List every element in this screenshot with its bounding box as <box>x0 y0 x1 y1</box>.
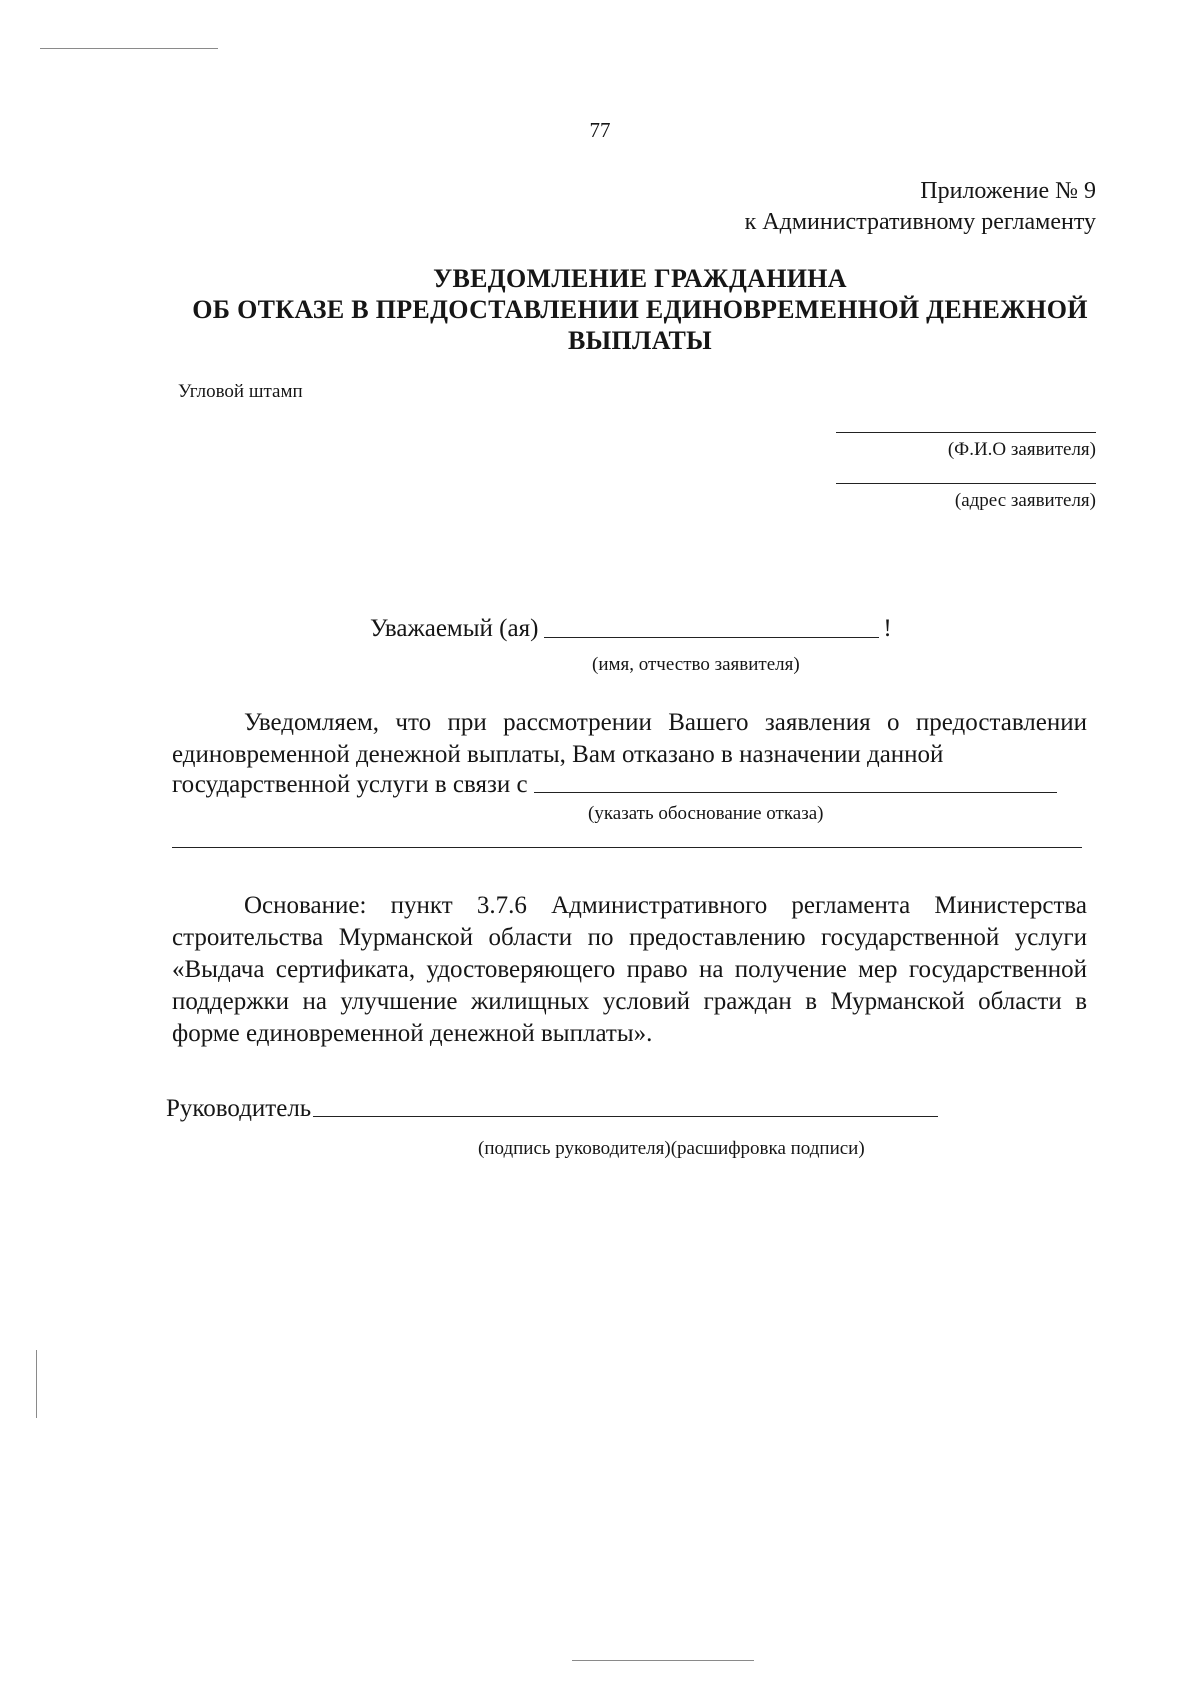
notice-paragraph <box>172 707 1087 771</box>
scan-artifact-margin <box>36 1350 37 1418</box>
reason-continuation-line <box>172 847 1082 848</box>
reason-caption: (указать обоснование отказа) <box>588 803 824 824</box>
greeting-name-line <box>544 637 879 638</box>
notice-body: Уведомляем, что при рассмотрении Вашего заявления о предоставлении единовременной денежной выплаты, Вам отказано в назначении данной <box>172 709 1087 768</box>
reason-line <box>534 792 1057 793</box>
signature-label: Руководитель <box>166 1095 312 1122</box>
title-line-2: ОБ ОТКАЗЕ В ПРЕДОСТАВЛЕНИИ ЕДИНОВРЕМЕННОЙ ДЕНЕЖНОЙ <box>192 295 1088 324</box>
scan-artifact-bottom <box>572 1660 754 1661</box>
scan-artifact-top-left <box>40 48 218 49</box>
notice-tail-text: государственной услуги в связи с <box>172 771 528 798</box>
greeting-caption: (имя, отчество заявителя) <box>592 654 800 675</box>
basis-text: Основание: пункт 3.7.6 Административного регламента Министерства строительства Мурманской области по предоставлению государственной услуги «Выдача сертификата, удостоверяющего право на получение мер государственной поддержки на улучшение жилищных условий граждан в Мурманской области в форме единовременной денежной выплаты». <box>172 892 1087 1047</box>
applicant-address-line <box>836 483 1096 484</box>
basis-paragraph <box>172 890 1087 1050</box>
applicant-address-caption: (адрес заявителя) <box>954 490 1096 511</box>
greeting-suffix: ! <box>883 615 892 642</box>
applicant-name-line <box>836 432 1096 433</box>
signature-line <box>313 1116 938 1117</box>
greeting <box>370 615 892 643</box>
page-number: 77 <box>589 118 611 142</box>
appendix-reference <box>745 176 1096 238</box>
signature-row <box>166 1095 938 1123</box>
appendix-number: Приложение № 9 <box>920 178 1096 204</box>
corner-stamp-label: Угловой штамп <box>178 381 303 402</box>
greeting-prefix: Уважаемый (ая) <box>370 615 539 642</box>
applicant-name-caption: (Ф.И.О заявителя) <box>947 439 1096 460</box>
applicant-block <box>836 432 1096 512</box>
document-title <box>150 263 1130 356</box>
notice-tail <box>172 771 1057 799</box>
appendix-regulation: к Административному регламенту <box>744 209 1096 235</box>
title-line-3: ВЫПЛАТЫ <box>568 326 712 355</box>
title-line-1: УВЕДОМЛЕНИЕ ГРАЖДАНИНА <box>433 264 847 293</box>
signature-caption: (подпись руководителя)(расшифровка подписи) <box>478 1138 865 1159</box>
